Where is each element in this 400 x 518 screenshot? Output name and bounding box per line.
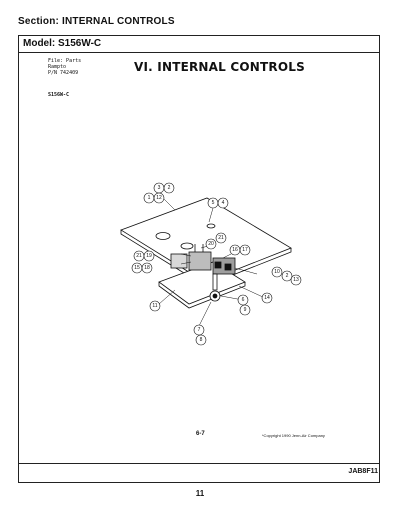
footer-divider (18, 463, 380, 464)
document-code: JAB8F11 (348, 468, 378, 475)
callout-18: 18 (144, 265, 150, 271)
callout-1: 1 (147, 195, 151, 201)
callout-16: 16 (232, 247, 238, 253)
switch-tab-1 (215, 262, 221, 268)
callout-12: 12 (156, 195, 162, 201)
page-reference: 6-7 (196, 431, 205, 437)
callout-20: 20 (208, 241, 214, 247)
plate-hole-top (207, 224, 215, 228)
callout-3: 3 (157, 185, 161, 191)
stem (213, 274, 217, 290)
file-line-3: P/N 742409 (48, 70, 79, 76)
callout-4: 4 (221, 200, 225, 206)
copyright-note: *Copyright 1990 Jenn-Air Company (262, 433, 325, 438)
switch-block-left (171, 254, 187, 268)
callout-10: 10 (274, 269, 280, 275)
model-title: Model: S156W-C (23, 38, 102, 49)
callout-13: 13 (293, 277, 299, 283)
exploded-parts-diagram (115, 178, 305, 348)
page-number: 11 (195, 489, 205, 498)
callout-2b: 2 (285, 273, 289, 279)
callout-9: 9 (243, 307, 247, 313)
callout-2: 2 (167, 185, 171, 191)
file-reference-block (48, 58, 118, 76)
callout-6: 6 (241, 297, 245, 303)
file-line-1: File: Parts (48, 58, 82, 64)
section-title: Section: INTERNAL CONTROLS (18, 16, 175, 27)
plate-hole-left (156, 233, 170, 240)
model-label: S156W-C (48, 92, 70, 98)
model-bar (19, 36, 379, 53)
plate-hole-right (181, 243, 193, 249)
callout-7: 7 (197, 327, 201, 333)
switch-block-center (189, 252, 211, 270)
callout-21b: 21 (136, 253, 142, 259)
callout-21a: 21 (218, 235, 224, 241)
page-heading: VI. INTERNAL CONTROLS (134, 60, 305, 74)
knob-center (213, 294, 217, 298)
callout-5: 5 (211, 200, 215, 206)
callout-11: 11 (152, 303, 158, 309)
callout-14: 14 (264, 295, 270, 301)
switch-tab-2 (225, 264, 231, 270)
callout-8: 8 (199, 337, 203, 343)
callout-17: 17 (242, 247, 248, 253)
file-line-2: Rampto (48, 64, 67, 70)
callout-19: 19 (146, 253, 152, 259)
callout-15: 15 (134, 265, 140, 271)
